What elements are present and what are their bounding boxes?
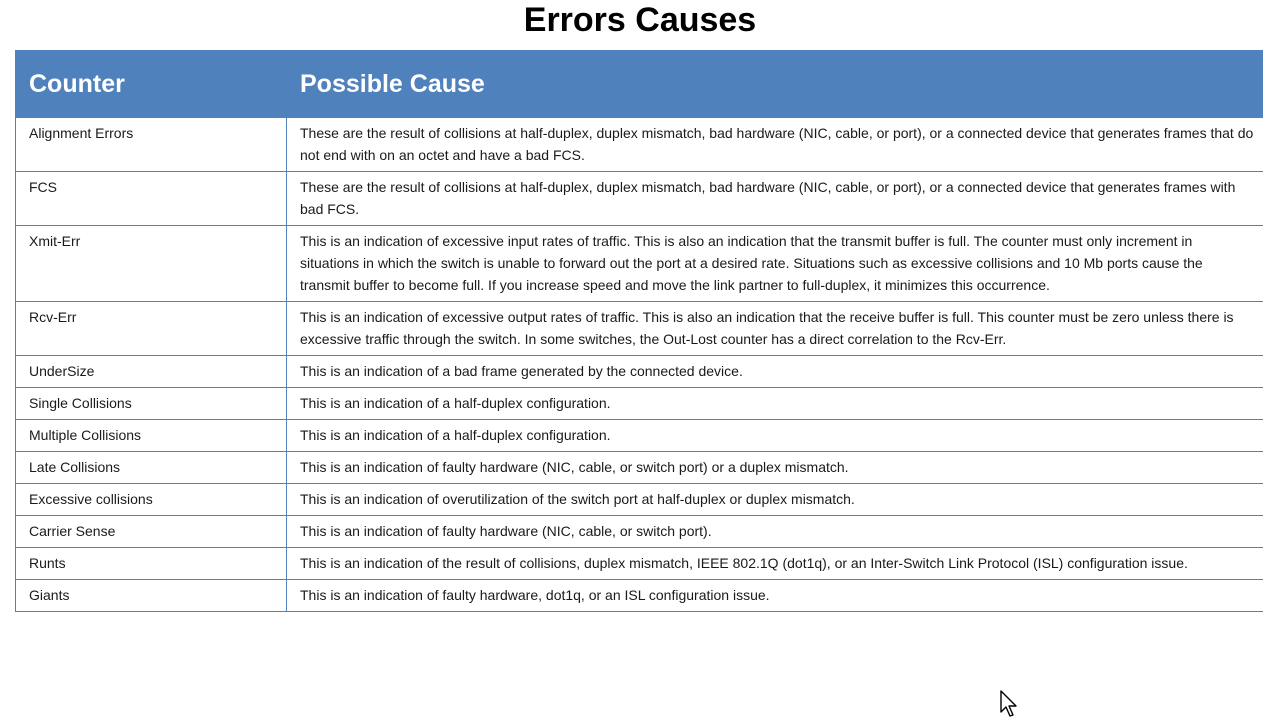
cause-cell: This is an indication of excessive output rates of traffic. This is also an indication that the receive buffer is full. This counter must be zero unless there is excessive traffic through the switch. In some switches, the Out-Lost counter has a direct correlation to the Rcv-Err. — [287, 302, 1264, 356]
table-row — [16, 484, 1264, 516]
table-row — [16, 548, 1264, 580]
counter-cell: Carrier Sense — [16, 516, 287, 548]
cause-cell: This is an indication of faulty hardware (NIC, cable, or switch port) or a duplex mismatch. — [287, 452, 1264, 484]
cause-cell: This is an indication of excessive input rates of traffic. This is also an indication that the transmit buffer is full. The counter must only increment in situations in which the switch is unable to forward out the port at a desired rate. Situations such as excessive collisions and 10 Mb ports cause the transmit buffer to become full. If you increase speed and move the link partner to full-duplex, it minimizes this occurrence. — [287, 226, 1264, 302]
table-row — [16, 452, 1264, 484]
cause-cell: This is an indication of faulty hardware, dot1q, or an ISL configuration issue. — [287, 580, 1264, 612]
cause-cell: This is an indication of a bad frame generated by the connected device. — [287, 356, 1264, 388]
table-row — [16, 226, 1264, 302]
counter-cell: Late Collisions — [16, 452, 287, 484]
counter-cell: Runts — [16, 548, 287, 580]
table-row — [16, 580, 1264, 612]
cause-cell: This is an indication of overutilization of the switch port at half-duplex or duplex mismatch. — [287, 484, 1264, 516]
table-row — [16, 388, 1264, 420]
counter-cell: Single Collisions — [16, 388, 287, 420]
cause-cell: These are the result of collisions at half-duplex, duplex mismatch, bad hardware (NIC, cable, or port), or a connected device that generates frames with bad FCS. — [287, 172, 1264, 226]
table-row — [16, 516, 1264, 548]
counter-cell: Rcv-Err — [16, 302, 287, 356]
counter-cell: Alignment Errors — [16, 118, 287, 172]
counter-cell: FCS — [16, 172, 287, 226]
arrow-pointer-icon — [1000, 690, 1020, 720]
table-row — [16, 118, 1264, 172]
table-row — [16, 302, 1264, 356]
error-causes-table-container — [15, 50, 1263, 720]
page-title: Errors Causes — [523, 1, 757, 39]
counter-cell: UnderSize — [16, 356, 287, 388]
column-header-possible-cause: Possible Cause — [287, 51, 1264, 118]
table-row — [16, 356, 1264, 388]
cause-cell: This is an indication of the result of collisions, duplex mismatch, IEEE 802.1Q (dot1q), or an Inter-Switch Link Protocol (ISL) configuration issue. — [287, 548, 1264, 580]
table-header-row — [16, 51, 1264, 118]
cause-cell: These are the result of collisions at half-duplex, duplex mismatch, bad hardware (NIC, cable, or port), or a connected device that generates frames that do not end with on an octet and have a bad FCS. — [287, 118, 1264, 172]
counter-cell: Excessive collisions — [16, 484, 287, 516]
error-causes-table — [15, 50, 1263, 612]
table-row — [16, 172, 1264, 226]
cause-cell: This is an indication of a half-duplex configuration. — [287, 388, 1264, 420]
table-row — [16, 420, 1264, 452]
counter-cell: Giants — [16, 580, 287, 612]
cause-cell: This is an indication of faulty hardware (NIC, cable, or switch port). — [287, 516, 1264, 548]
column-header-counter: Counter — [16, 51, 287, 118]
counter-cell: Xmit-Err — [16, 226, 287, 302]
counter-cell: Multiple Collisions — [16, 420, 287, 452]
cause-cell: This is an indication of a half-duplex configuration. — [287, 420, 1264, 452]
